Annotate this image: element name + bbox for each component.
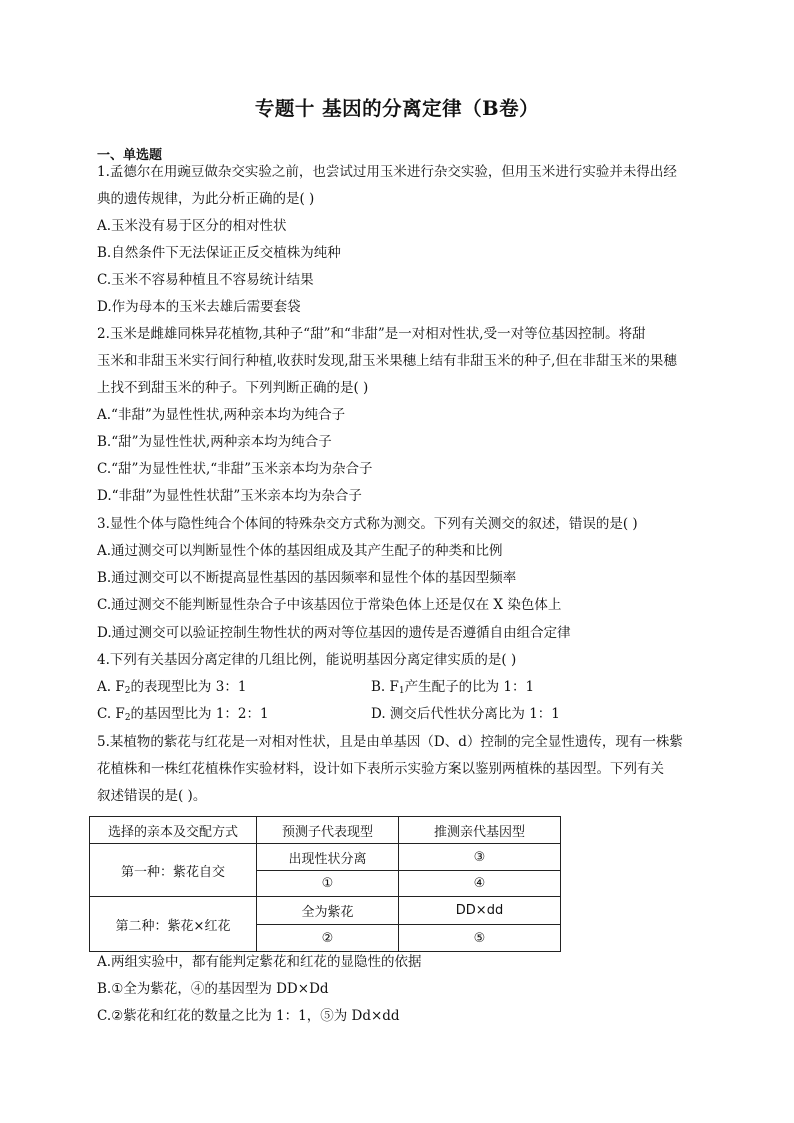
table-cell: 第二种：紫花×红花 [90, 897, 257, 952]
table-cell: 出现性状分离 [257, 844, 399, 871]
table-row [90, 897, 561, 925]
q3-option-b: B.通过测交可以不断提高显性基因的基因频率和显性个体的基因型频率 [97, 570, 517, 586]
q4-option-a: A. $F_2$的表现型比为 3：1 [97, 679, 247, 696]
table-cell: 第一种：紫花自交 [90, 844, 257, 897]
q2-option-c: C.“甜”为显性性状,“非甜”玉米亲本均为杂合子 [97, 461, 373, 477]
header-cell: 预测子代表现型 [257, 817, 399, 844]
q3-option-c: C.通过测交不能判断显性杂合子中该基因位于常染色体上还是仅在 X 染色体上 [97, 597, 562, 613]
q2-option-d: D.“非甜”为显性性状甜”玉米亲本均为杂合子 [97, 488, 362, 504]
q5-option-a: A.两组实验中，都有能判定紫花和红花的显隐性的依据 [97, 954, 422, 970]
header-cell: 推测亲代基因型 [399, 817, 561, 844]
q4-option-b: B. $F_1$产生配子的比为 1：1 [371, 679, 535, 696]
q4-option-d: D. 测交后代性状分离比为 1：1 [371, 706, 560, 722]
q1-option-b: B.自然条件下无法保证正反交植株为纯种 [97, 245, 341, 261]
q5-stem-line-2: 花植株和一株红花植株作实验材料，设计如下表所示实验方案以鉴别两植株的基因型。下列有关 [97, 761, 664, 777]
q5-stem-line-1: 5.某植物的紫花与红花是一对相对性状，且是由单基因（D、d）控制的完全显性遗传，现有一株紫 [97, 734, 683, 750]
table-row [90, 844, 561, 871]
q5-option-c: C.②紫花和红花的数量之比为 1：1，⑤为 Dd×dd [97, 1008, 400, 1024]
table-cell: ② [257, 925, 399, 952]
q2-option-a: A.“非甜”为显性性状,两种亲本均为纯合子 [97, 407, 346, 423]
table-cell: ① [257, 871, 399, 897]
table-header-row [90, 817, 561, 844]
q2-option-b: B.“甜”为显性性状,两种亲本均为纯合子 [97, 434, 332, 450]
q5-stem-line-3: 叙述错误的是( )。 [97, 788, 207, 804]
q1-stem-line-2: 典的遗传规律，为此分析正确的是( ) [97, 191, 315, 207]
page-title: 专题十 基因的分离定律（B卷） [254, 97, 540, 120]
table-cell: ③ [399, 844, 561, 871]
table-cell: ④ [399, 871, 561, 897]
q2-stem-line-2: 玉米和非甜玉米实行间行种植,收获时发现,甜玉米果穗上结有非甜玉米的种子,但在非甜玉米的果穗 [97, 353, 677, 369]
header-cell: 选择的亲本及交配方式 [90, 817, 257, 844]
experiment-table [89, 816, 561, 952]
table-cell: 全为紫花 [257, 897, 399, 925]
q2-stem-line-3: 上找不到甜玉米的种子。下列判断正确的是( ) [97, 380, 369, 396]
q1-option-d: D.作为母本的玉米去雄后需要套袋 [97, 299, 301, 315]
q1-option-c: C.玉米不容易种植且不容易统计结果 [97, 272, 314, 288]
q4-stem: 4.下列有关基因分离定律的几组比例，能说明基因分离定律实质的是( ) [97, 652, 517, 668]
q1-stem-line-1: 1.孟德尔在用豌豆做杂交实验之前，也尝试过用玉米进行杂交实验，但用玉米进行实验并未得出经 [97, 164, 677, 180]
q3-option-a: A.通过测交可以判断显性个体的基因组成及其产生配子的种类和比例 [97, 543, 503, 559]
q1-option-a: A.玉米没有易于区分的相对性状 [97, 218, 287, 234]
section-heading: 一、单选题 [97, 148, 163, 163]
table-cell: ⑤ [399, 925, 561, 952]
q3-option-d: D.通过测交可以验证控制生物性状的两对等位基因的遗传是否遵循自由组合定律 [97, 625, 571, 641]
q3-stem: 3.显性个体与隐性纯合个体间的特殊杂交方式称为测交。下列有关测交的叙述，错误的是( ) [97, 516, 638, 532]
table-cell: DD×dd [399, 897, 561, 925]
q2-stem-line-1: 2.玉米是雌雄同株异花植物,其种子“甜”和“非甜”是一对相对性状,受一对等位基因控制。将甜 [97, 326, 646, 342]
q4-option-c: C. $F_2$的基因型比为 1：2：1 [97, 706, 269, 723]
q5-option-b: B.①全为紫花，④的基因型为 DD×Dd [97, 981, 329, 997]
